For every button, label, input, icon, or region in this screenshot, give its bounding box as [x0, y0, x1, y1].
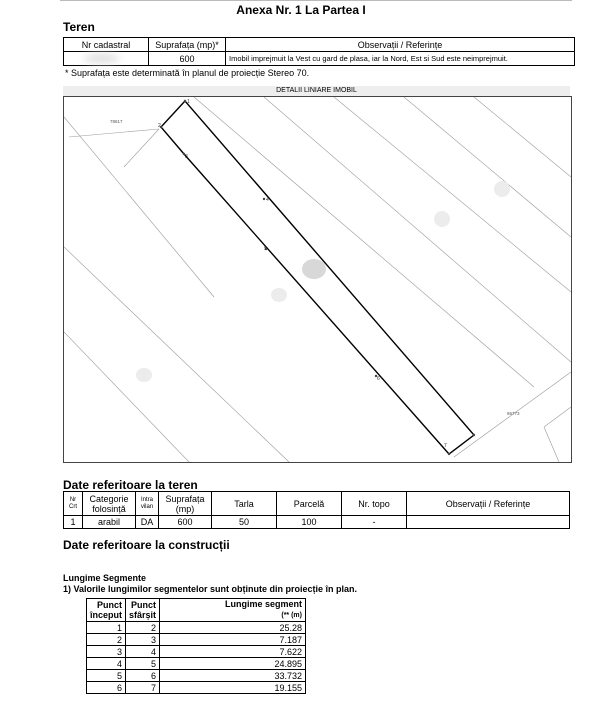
cell-suprafata-mp: 600 [159, 516, 212, 529]
teren-table [63, 37, 575, 66]
segments-header-row [87, 599, 306, 622]
land-data-table [63, 491, 570, 529]
segments-subtitle: 1) Valorile lungimilor segmentelor sunt obținute din proiecție în plan. [63, 584, 358, 594]
segment-row: 2 3 7.187 [87, 634, 306, 646]
point-label-7: 7 [444, 443, 447, 449]
header-punct-sfarsit: Punct sfârșit [126, 599, 160, 622]
header-tarla: Tarla [212, 492, 277, 516]
header-categorie: Categorie folosință [83, 492, 136, 516]
teren-data-row [64, 52, 575, 66]
segments-table [86, 598, 306, 694]
surface-note: * Suprafața este determinată în planul de proiecție Stereo 70. [65, 68, 310, 78]
header-observatii: Observații / Referințe [226, 38, 575, 52]
point-label-3: 3 [185, 154, 188, 160]
header-observatii-referinte: Observații / Referințe [407, 492, 570, 516]
teren-header-row [64, 38, 575, 52]
header-suprafata: Suprafața (mp)* [149, 38, 226, 52]
cell-nr-cadastral [64, 52, 149, 66]
land-data-row [64, 516, 570, 529]
construction-heading: Date referitoare la construcții [63, 538, 230, 552]
segment-row: 1 2 25.28 [87, 622, 306, 634]
cell-categorie: arabil [83, 516, 136, 529]
segment-row: 4 5 24.895 [87, 658, 306, 670]
top-rule [60, 0, 572, 1]
cell-parcela: 100 [277, 516, 342, 529]
cell-nr-topo: - [342, 516, 407, 529]
segment-row: 3 4 7.622 [87, 646, 306, 658]
point-label-5: 5 [264, 246, 267, 252]
header-lungime-segment: Lungime segment (** (m) [160, 599, 306, 622]
cell-observatii-land [407, 516, 570, 529]
plan-svg [64, 97, 571, 462]
redacted-marks [136, 181, 510, 382]
cell-suprafata: 600 [149, 52, 226, 66]
point-label-6: 6 [377, 376, 380, 382]
land-data-heading: Date referitoare la teren [63, 478, 198, 492]
header-nr-topo: Nr. topo [342, 492, 407, 516]
neighbor-label-right: 86773 [507, 411, 520, 416]
cell-nr-crt: 1 [64, 516, 83, 529]
segment-row: 5 6 33.732 [87, 670, 306, 682]
cell-tarla: 50 [212, 516, 277, 529]
annex-title: Anexa Nr. 1 La Partea I [236, 3, 366, 17]
neighbor-parcel-lines [64, 97, 571, 462]
header-nr-cadastral: Nr cadastral [64, 38, 149, 52]
header-parcela: Parcelă [277, 492, 342, 516]
point-label-1: 1 [187, 99, 190, 105]
header-punct-inceput: Punct început [87, 599, 126, 622]
plan-header: DETALII LINIARE IMOBIL [63, 86, 570, 96]
teren-heading: Teren [63, 20, 95, 34]
cell-observatii: Imobil imprejmuit la Vest cu gard de plasa, iar la Nord, Est si Sud este neimprejmuit. [226, 52, 575, 66]
header-intravilan: Intra vilan [136, 492, 159, 516]
plan-drawing [63, 96, 572, 463]
segment-row: 6 7 19.155 [87, 682, 306, 694]
cell-intravilan: DA [136, 516, 159, 529]
vertex-labels [158, 99, 447, 449]
point-label-2: 2 [158, 123, 161, 129]
redacted-blur [84, 54, 120, 63]
header-nr-crt: Nr Crt [64, 492, 83, 516]
segments-title: Lungime Segmente [63, 573, 147, 583]
land-header-row [64, 492, 570, 516]
point-label-4: 4 [266, 197, 269, 203]
header-suprafata-mp: Suprafața (mp) [159, 492, 212, 516]
neighbor-label-left: 78617 [110, 119, 123, 124]
